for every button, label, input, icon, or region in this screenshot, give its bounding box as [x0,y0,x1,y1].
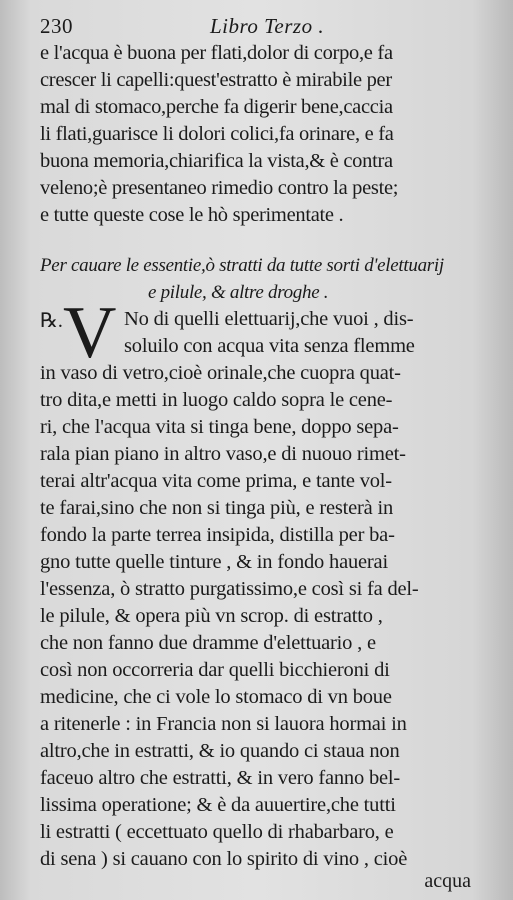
text-line: No di quelli elettuarij,che vuoi , dis- [124,308,414,330]
page-number: 230 [40,14,73,38]
page-header [40,14,473,40]
text-line: crescer li capelli:quest'estratto è mirabile per [40,69,392,91]
text-line: di sena ) si cauano con lo spirito di vino , cioè [40,848,408,870]
text-line: gno tutte quelle tinture , & in fondo hauerai [40,551,388,573]
text-line: soluilo con acqua vita senza flemme [124,335,415,357]
text-line: le pilule, & opera più vn scrop. di estratto , [40,605,383,627]
drop-cap-letter: V [63,292,117,374]
catchword: acqua [424,870,471,892]
paragraph-1 [40,40,493,229]
text-line: altro,che in estratti, & io quando ci staua non [40,740,400,762]
text-line: medicine, che ci vole lo stomaco di vn boue [40,686,392,708]
text-line: così non occorreria dar quelli bicchieroni di [40,659,390,681]
text-line: li estratti ( eccettuato quello di rhabarbaro, e [40,821,394,843]
text-line: mal di stomaco,perche fa digerir bene,caccia [40,96,393,118]
text-line: ri, che l'acqua vita si tinga bene, doppo sepa- [40,416,399,438]
text-line: in vaso di vetro,cioè orinale,che cuopra quat- [40,362,401,384]
text-line: lissima operatione; & è da auuertire,che tutti [40,794,396,816]
text-line: e tutte queste cose le hò sperimentate . [40,204,344,226]
running-title: Libro Terzo . [210,14,325,38]
paragraph-2 [40,306,493,873]
text-line: a ritenerle : in Francia non si lauora hormai in [40,713,407,735]
text-line: l'essenza, ò stratto purgatissimo,e così si fa del- [40,578,419,600]
text-line: tro dita,e metti in luogo caldo sopra le cene- [40,389,393,411]
text-line: li flati,guarisce li dolori colici,fa orinare, e fa [40,123,394,145]
heading-line: Per cauare le essentie,ò stratti da tutte sorti d'elettuarij [40,255,444,276]
heading-line: e pilule, & altre droghe . [148,282,329,303]
text-line: rala pian piano in altro vaso,e di nuouo rimet- [40,443,406,465]
text-line: buona memoria,chiarifica la vista,& è contra [40,150,393,172]
text-line: fondo la parte terrea insipida, distilla per ba- [40,524,395,546]
text-line: faceuo altro che estratti, & in vero fanno bel- [40,767,401,789]
text-line: veleno;è presentaneo rimedio contro la peste; [40,177,399,199]
recipe-symbol: ℞. [40,310,63,332]
text-line: e l'acqua è buona per flati,dolor di corpo,e fa [40,42,393,64]
text-line: che non fanno due dramme d'elettuario , e [40,632,376,654]
text-line: te farai,sino che non si tinga più, e resterà in [40,497,394,519]
text-line: terai altr'acqua vita come prima, e tante vol- [40,470,392,492]
